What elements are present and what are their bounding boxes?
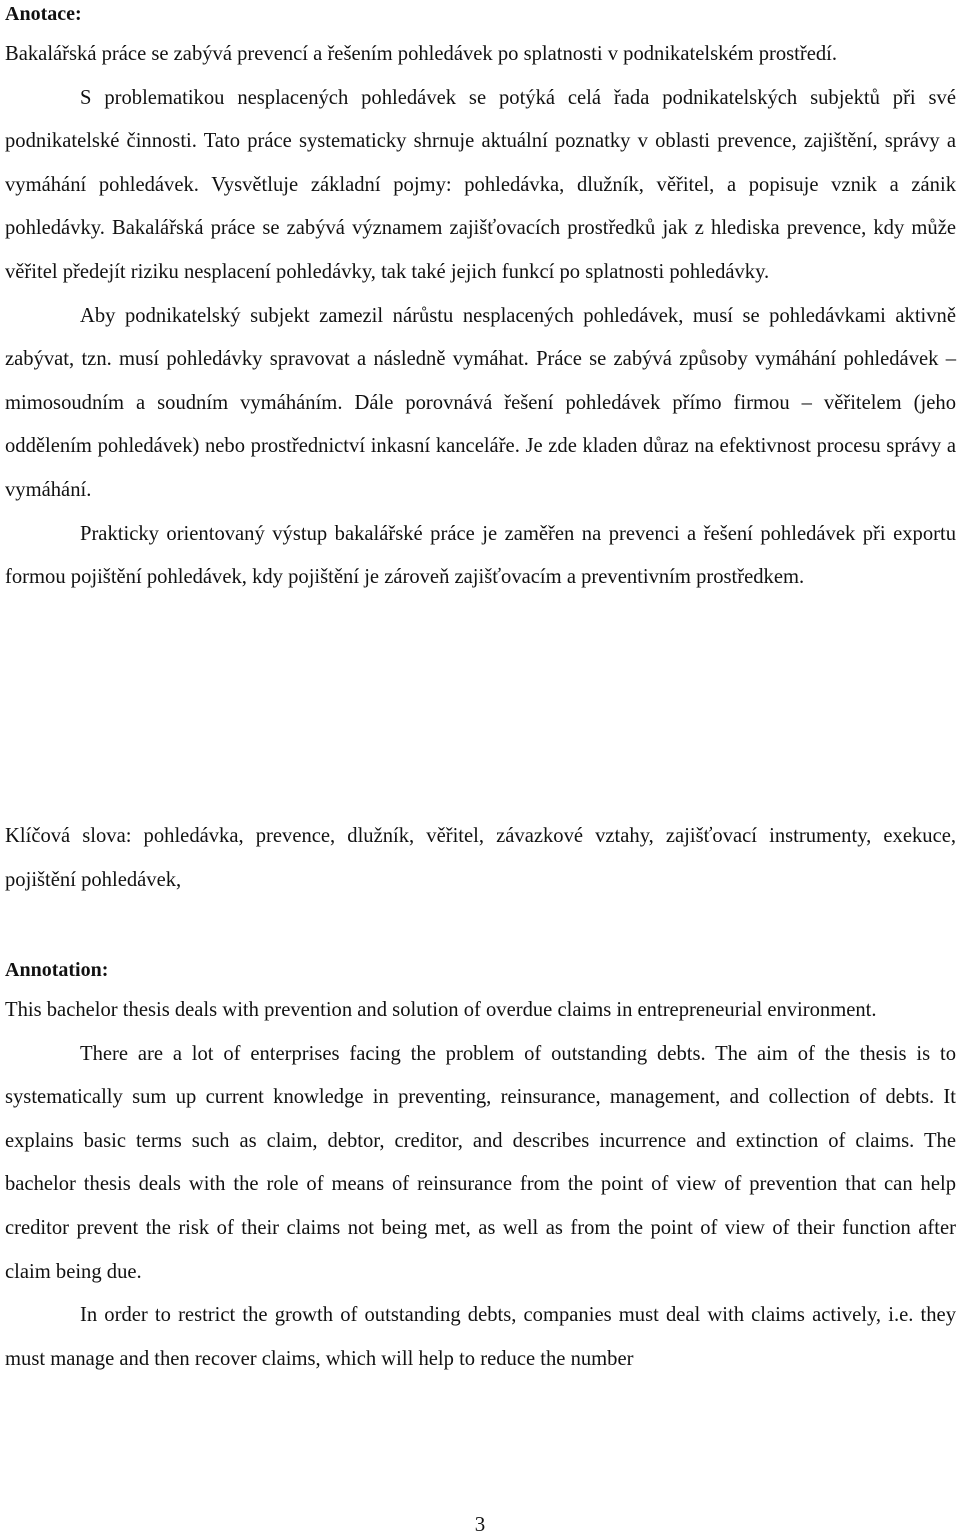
czech-keywords: Klíčová slova: pohledávka, prevence, dlužník, věřitel, závazkové vztahy, zajišťovací instrumenty, exekuce, pojištění pohledávek, [5,825,956,891]
english-paragraph-1: This bachelor thesis deals with prevention and solution of overdue claims in entrepreneurial environment. [5,999,877,1021]
czech-paragraph-3: Aby podnikatelský subjekt zamezil nárůstu nesplacených pohledávek, musí se pohledávkami aktivně zabývat, tzn. musí pohledávky spravovat a následně vymáhat. Práce se zabývá způsoby vymáhání pohledávek – mimosoudním a soudním vymáháním. Dále porovnává řešení pohledávek přímo firmou – věřitelem (jeho oddělením pohledávek) nebo prostřednictví inkasní kanceláře. Je zde kladen důraz na efektivnost procesu správy a vymáhání. [5,304,956,501]
english-paragraph-2: There are a lot of enterprises facing the problem of outstanding debts. The aim of the thesis is to systematically sum up current knowledge in preventing, reinsurance, management, and collection of debts. It explains basic terms such as claim, debtor, creditor, and describes incurrence and extinction of claims. The bachelor thesis deals with the role of means of reinsurance from the point of view of prevention that can help creditor prevent the risk of their claims not being met, as well as from the point of view of their function after claim being due. [5,1042,956,1283]
english-annotation-body [5,989,956,1381]
page-number: 3 [474,1512,486,1536]
czech-paragraph-1: Bakalářská práce se zabývá prevencí a řešením pohledávek po splatnosti v podnikatelském prostředí. [5,43,838,65]
czech-paragraph-2: S problematikou nesplacených pohledávek se potýká celá řada podnikatelských subjektů při své podnikatelské činnosti. Tato práce systematicky shrnuje aktuální poznatky v oblasti prevence, zajištění, správy a vymáhání pohledávek. Vysvětluje základní pojmy: pohledávka, dlužník, věřitel, a popisuje vznik a zánik pohledávky. Bakalářská práce se zabývá významem zajišťovacích prostředků jak z hlediska prevence, kdy může věřitel předejít riziku nesplacení pohledávky, tak také jejich funkcí po splatnosti pohledávky. [5,86,956,283]
czech-annotation-body [5,33,956,600]
english-paragraph-3: In order to restrict the growth of outstanding debts, companies must deal with claims actively, i.e. they must manage and then recover claims, which will help to reduce the number [5,1304,956,1370]
czech-paragraph-4: Prakticky orientovaný výstup bakalářské práce je zaměřen na prevenci a řešení pohledávek při exportu formou pojištění pohledávek, kdy pojištění je zároveň zajišťovacím a preventivním prostředkem. [5,522,956,589]
english-annotation-heading: Annotation: [5,959,109,981]
czech-annotation-heading: Anotace: [5,3,82,25]
keywords-block [5,815,956,902]
